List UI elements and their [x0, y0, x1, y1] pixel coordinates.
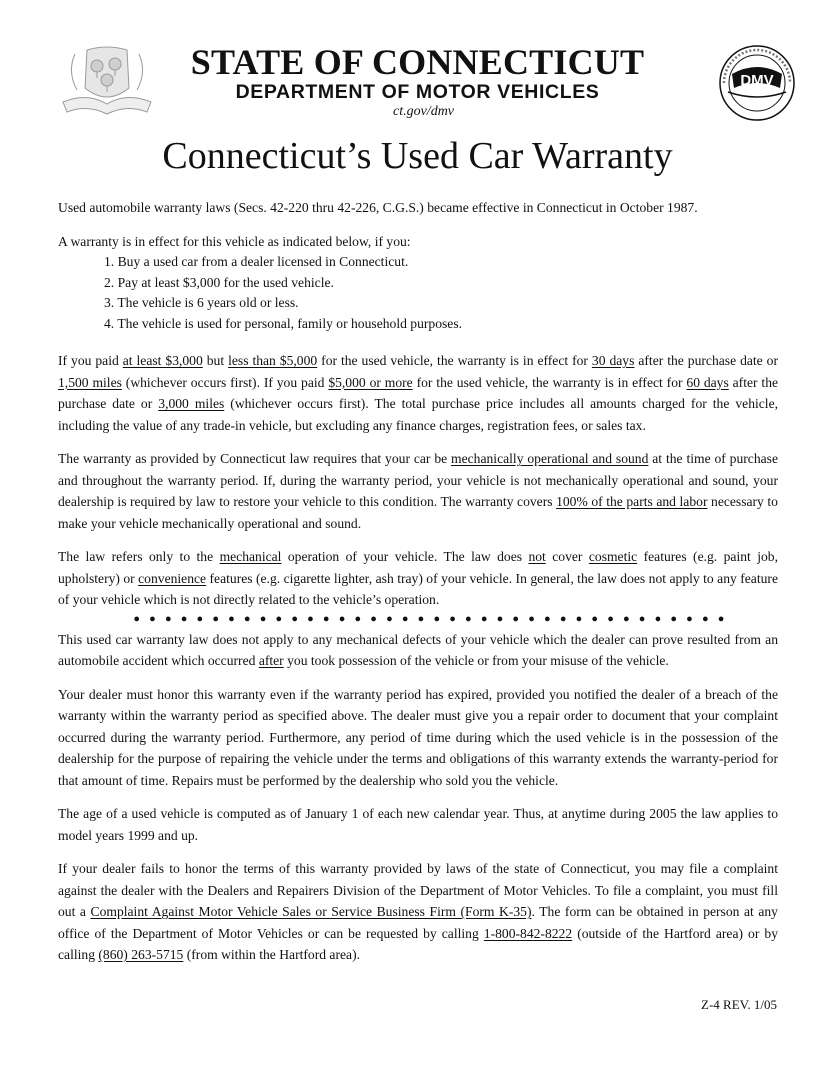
- department-heading: DEPARTMENT OF MOTOR VEHICLES: [235, 81, 600, 103]
- mechanical-paragraph: The warranty as provided by Connecticut law requires that your car be mechanically operational and sound at the time of purchase and throughout the warranty period. If, during the warranty period, your vehicle is not mechanically operational and sound, your dealership is required by law to restore your vehicle to this condition. The warranty covers 100% of the parts and labor necessary to make your vehicle mechanically operational and sound.: [58, 451, 778, 531]
- requirements-lead: A warranty is in effect for this vehicle as indicated below, if you:: [58, 233, 411, 249]
- state-heading: STATE OF CONNECTICUT: [190, 42, 645, 82]
- scope-paragraph: The law refers only to the mechanical operation of your vehicle. The law does not cover cosmetic features (e.g. paint job, upholstery) or convenience features (e.g. cigarette lighter, ash tray) of your vehicle. In general, the law does not apply to any feature of your vehicle which is not directly related to the vehicle’s operation.: [58, 549, 778, 607]
- price-paragraph: If you paid at least $3,000 but less than $5,000 for the used vehicle, the warranty is in effect for 30 days after the purchase date or 1,500 miles (whichever occurs first). If you paid $5,000 or more for the used vehicle, the warranty is in effect for 60 days after the purchase date or 3,000 miles (whichever occurs first). The total purchase price includes all amounts charged for the vehicle, including the value of any trade-in vehicle, but excluding any finance charges, registration fees, or sales tax.: [58, 353, 779, 433]
- toll-free-phone: 1-800-842-8222: [483, 925, 573, 941]
- list-item: 3. The vehicle is 6 years old or less.: [104, 295, 299, 310]
- svg-text:DMV: DMV: [740, 72, 774, 89]
- dot-divider: ● ● ● ● ● ● ● ● ● ● ● ● ● ● ● ● ● ● ● ● ● ● ● ● ● ● ● ● ● ● ● ● ● ● ● ● ● ●: [133, 612, 728, 625]
- hartford-phone: (860) 263-5715: [98, 947, 184, 962]
- page-title: Connecticut’s Used Car Warranty: [162, 135, 673, 177]
- list-item: 2. Pay at least $3,000 for the used vehicle.: [104, 274, 334, 290]
- honor-paragraph: Your dealer must honor this warranty even if the warranty period has expired, provided you notified the dealer of a breach of the warranty within the warranty period as specified above. The dealer must give you a repair order to document that your complaint occurred during the warranty period. Furthermore, any period of time during which the used vehicle is in the possession of the dealership for the purpose of repairing the vehicle under the terms and obligations of this warranty extends the warranty-period for that amount of time. Repairs must be performed by the dealership who sold you the vehicle.: [58, 686, 778, 788]
- age-paragraph: The age of a used vehicle is computed as of January 1 of each new calendar year. Thus, at anytime during 2005 the law applies to model years 1999 and up.: [58, 806, 778, 843]
- document-body: [58, 197, 778, 966]
- list-item: 1. Buy a used car from a dealer licensed in Connecticut.: [104, 254, 409, 269]
- complaint-paragraph: If your dealer fails to honor the terms of this warranty provided by laws of the state of Connecticut, you may file a complaint against the dealer with the Dealers and Repairers Division of the Department of Motor Vehicles. To file a complaint, you must fill out a Complaint Against Motor Vehicle Sales or Service Business Firm (Form K-35). The form can be obtained in person at any office of the Department of Motor Vehicles or can be requested by calling 1-800-842-8222 (outside of the Hartford area) or by calling (860) 263-5715 (from within the Hartford area).: [58, 861, 778, 962]
- requirements-list: [58, 252, 778, 334]
- complaint-form-reference: Complaint Against Motor Vehicle Sales or Service Business Firm (Form K-35): [90, 904, 532, 919]
- intro-paragraph: Used automobile warranty laws (Secs. 42-220 thru 42-226, C.G.S.) became effective in Connecticut in October 1987.: [58, 200, 698, 215]
- list-item: 4. The vehicle is used for personal, family or household purposes.: [104, 315, 463, 331]
- form-number: Z-4 REV. 1/05: [701, 997, 777, 1012]
- defects-paragraph: This used car warranty law does not apply to any mechanical defects of your vehicle which the dealer can prove resulted from an automobile accident which occurred after you took possession of the vehicle or from your misuse of the vehicle.: [58, 631, 778, 668]
- department-url: ct.gov/dmv: [392, 104, 455, 119]
